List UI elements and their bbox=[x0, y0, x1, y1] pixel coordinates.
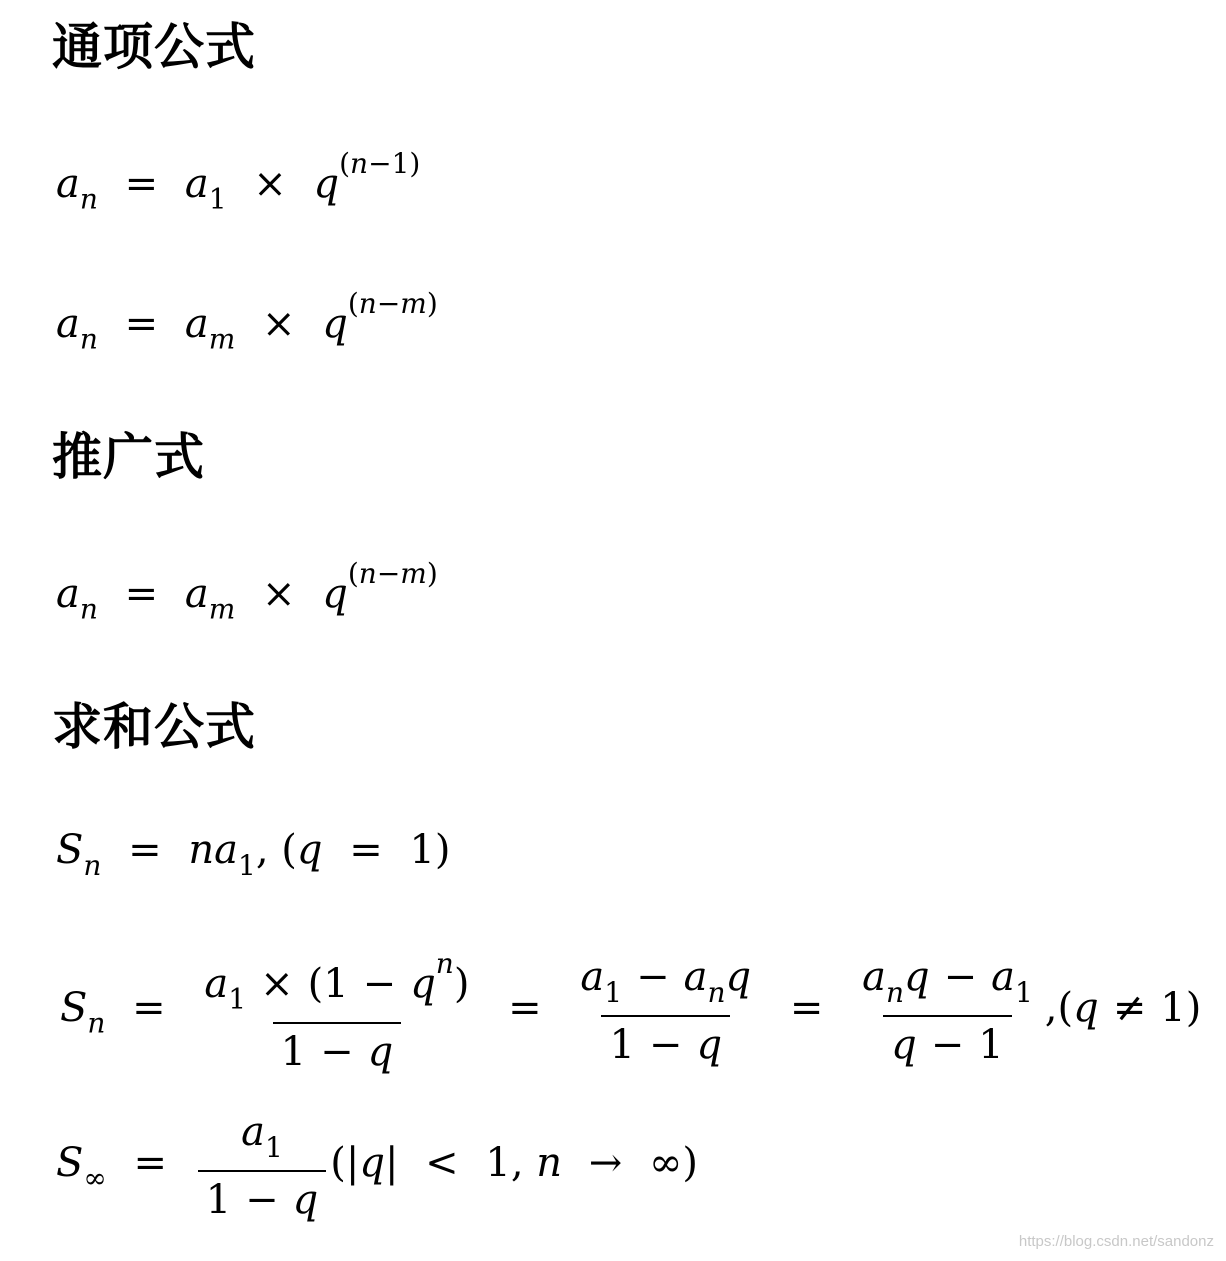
formula-generalized: $a_n = a_m \times q^{(n-m)}$ bbox=[56, 557, 438, 626]
formula-sum-q-equals-1: $S_n = na_1$, (q = 1) bbox=[56, 827, 451, 882]
fraction-3: $\frac{a_nq - a_1}{q - 1}$ bbox=[862, 953, 1033, 1068]
watermark: https://blog.csdn.net/sandonz bbox=[1018, 1233, 1214, 1250]
formula-general-term-am: $a_n = a_m \times q^{(n-m)}$ bbox=[56, 287, 438, 356]
fraction-1: $\frac{a_1 \times (1 - q^n)}{1 - q}$ bbox=[204, 947, 470, 1075]
heading-generalized-form: 推广式 bbox=[52, 428, 205, 486]
fraction-2: $\frac{a_1 - a_nq}{1 - q}$ bbox=[580, 953, 752, 1068]
fraction-infinite: $\frac{a_1}{1 - q}$ bbox=[198, 1112, 327, 1220]
heading-general-term: 通项公式 bbox=[52, 18, 256, 76]
formula-general-term-a1: $a_n = a_1 \times q^{(n-1)}$ bbox=[56, 147, 421, 216]
formula-sum-infinite: $S_\infty$ = $\frac{a_1}{1 - q}$ (|q| < 1, n → ∞) bbox=[56, 1109, 698, 1223]
heading-sum-formula: 求和公式 bbox=[52, 698, 256, 756]
formula-sum-q-not-1: $S_n$ = $\frac{a_1 \times (1 - q^n)}{1 - q}$ = $\frac{a_1 - a_nq}{1 - q}$ = $\frac{a_nq - a_1}{q - 1}$ ,(q ≠ 1) bbox=[60, 947, 1202, 1075]
